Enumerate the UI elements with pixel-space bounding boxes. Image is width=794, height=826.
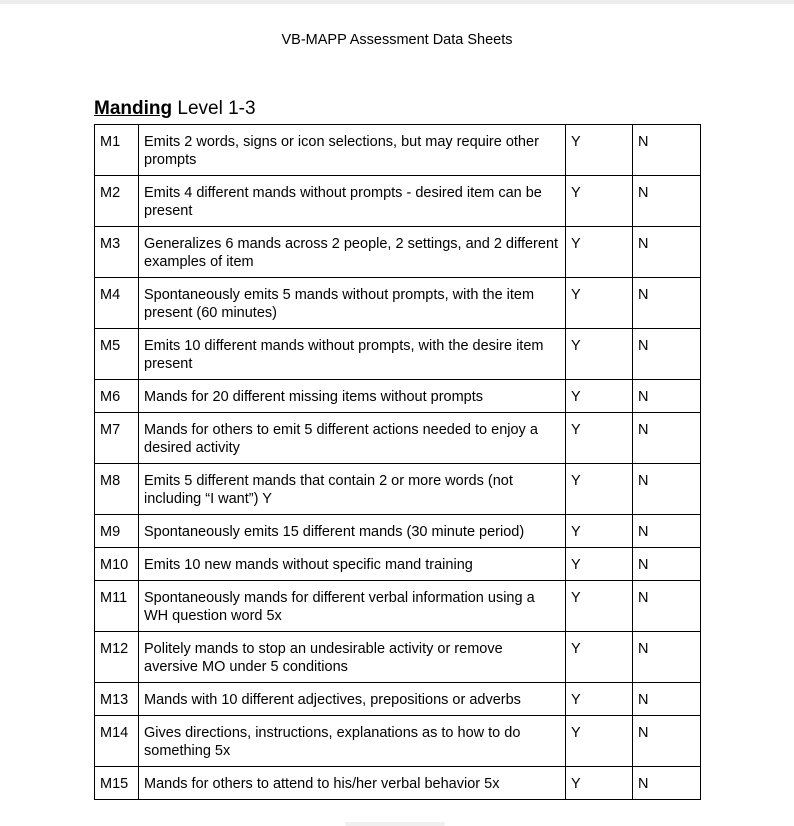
yes-option[interactable]: Y — [566, 716, 633, 767]
skill-description: Emits 10 different mands without prompts, with the desire item present — [139, 329, 566, 380]
yes-option[interactable]: Y — [566, 767, 633, 800]
yes-option[interactable]: Y — [566, 125, 633, 176]
no-option[interactable]: N — [633, 716, 701, 767]
table-row — [95, 125, 701, 176]
yes-option[interactable]: Y — [566, 581, 633, 632]
no-option[interactable]: N — [633, 515, 701, 548]
no-option[interactable]: N — [633, 380, 701, 413]
section-heading — [94, 98, 256, 120]
no-option[interactable]: N — [633, 632, 701, 683]
page-break-shadow — [345, 822, 445, 826]
skill-description: Mands for others to attend to his/her verbal behavior 5x — [139, 767, 566, 800]
yes-option[interactable]: Y — [566, 329, 633, 380]
skill-id: M9 — [95, 515, 139, 548]
no-option[interactable]: N — [633, 176, 701, 227]
skill-id: M11 — [95, 581, 139, 632]
manding-table — [94, 124, 701, 800]
no-option[interactable]: N — [633, 278, 701, 329]
skill-id: M10 — [95, 548, 139, 581]
yes-option[interactable]: Y — [566, 227, 633, 278]
skill-id: M12 — [95, 632, 139, 683]
table-row — [95, 632, 701, 683]
table-row — [95, 176, 701, 227]
table-row — [95, 515, 701, 548]
no-option[interactable]: N — [633, 125, 701, 176]
section-title-level: Level 1-3 — [172, 98, 256, 119]
table-row — [95, 548, 701, 581]
section-title-bold: Manding — [94, 98, 173, 119]
skill-id: M5 — [95, 329, 139, 380]
skill-id: M14 — [95, 716, 139, 767]
skill-id: M7 — [95, 413, 139, 464]
yes-option[interactable]: Y — [566, 548, 633, 581]
table-row — [95, 329, 701, 380]
yes-option[interactable]: Y — [566, 176, 633, 227]
no-option[interactable]: N — [633, 329, 701, 380]
table-row — [95, 227, 701, 278]
no-option[interactable]: N — [633, 548, 701, 581]
table-row — [95, 683, 701, 716]
skill-id: M3 — [95, 227, 139, 278]
skill-id: M13 — [95, 683, 139, 716]
yes-option[interactable]: Y — [566, 632, 633, 683]
document-title: VB-MAPP Assessment Data Sheets — [281, 32, 513, 48]
skill-id: M8 — [95, 464, 139, 515]
skill-description: Politely mands to stop an undesirable activity or remove aversive MO under 5 conditions — [139, 632, 566, 683]
skill-id: M1 — [95, 125, 139, 176]
skill-description: Emits 5 different mands that contain 2 or more words (not including “I want”) Y — [139, 464, 566, 515]
skill-description: Mands for 20 different missing items without prompts — [139, 380, 566, 413]
yes-option[interactable]: Y — [566, 464, 633, 515]
table-row — [95, 413, 701, 464]
yes-option[interactable]: Y — [566, 380, 633, 413]
skill-description: Emits 2 words, signs or icon selections, but may require other prompts — [139, 125, 566, 176]
skill-description: Gives directions, instructions, explanations as to how to do something 5x — [139, 716, 566, 767]
yes-option[interactable]: Y — [566, 683, 633, 716]
no-option[interactable]: N — [633, 683, 701, 716]
skill-id: M6 — [95, 380, 139, 413]
skill-description: Mands with 10 different adjectives, prepositions or adverbs — [139, 683, 566, 716]
no-option[interactable]: N — [633, 464, 701, 515]
table-row — [95, 767, 701, 800]
skill-id: M15 — [95, 767, 139, 800]
skill-id: M4 — [95, 278, 139, 329]
skill-description: Emits 10 new mands without specific mand training — [139, 548, 566, 581]
skill-description: Spontaneously mands for different verbal information using a WH question word 5x — [139, 581, 566, 632]
skill-description: Emits 4 different mands without prompts - desired item can be present — [139, 176, 566, 227]
table-row — [95, 716, 701, 767]
table-row — [95, 464, 701, 515]
skill-description: Spontaneously emits 5 mands without prompts, with the item present (60 minutes) — [139, 278, 566, 329]
table-row — [95, 380, 701, 413]
yes-option[interactable]: Y — [566, 413, 633, 464]
skill-id: M2 — [95, 176, 139, 227]
no-option[interactable]: N — [633, 227, 701, 278]
skill-description: Mands for others to emit 5 different actions needed to enjoy a desired activity — [139, 413, 566, 464]
no-option[interactable]: N — [633, 581, 701, 632]
top-divider — [0, 0, 794, 4]
table-row — [95, 278, 701, 329]
skill-description: Generalizes 6 mands across 2 people, 2 settings, and 2 different examples of item — [139, 227, 566, 278]
no-option[interactable]: N — [633, 413, 701, 464]
yes-option[interactable]: Y — [566, 278, 633, 329]
no-option[interactable]: N — [633, 767, 701, 800]
skill-description: Spontaneously emits 15 different mands (30 minute period) — [139, 515, 566, 548]
yes-option[interactable]: Y — [566, 515, 633, 548]
table-row — [95, 581, 701, 632]
